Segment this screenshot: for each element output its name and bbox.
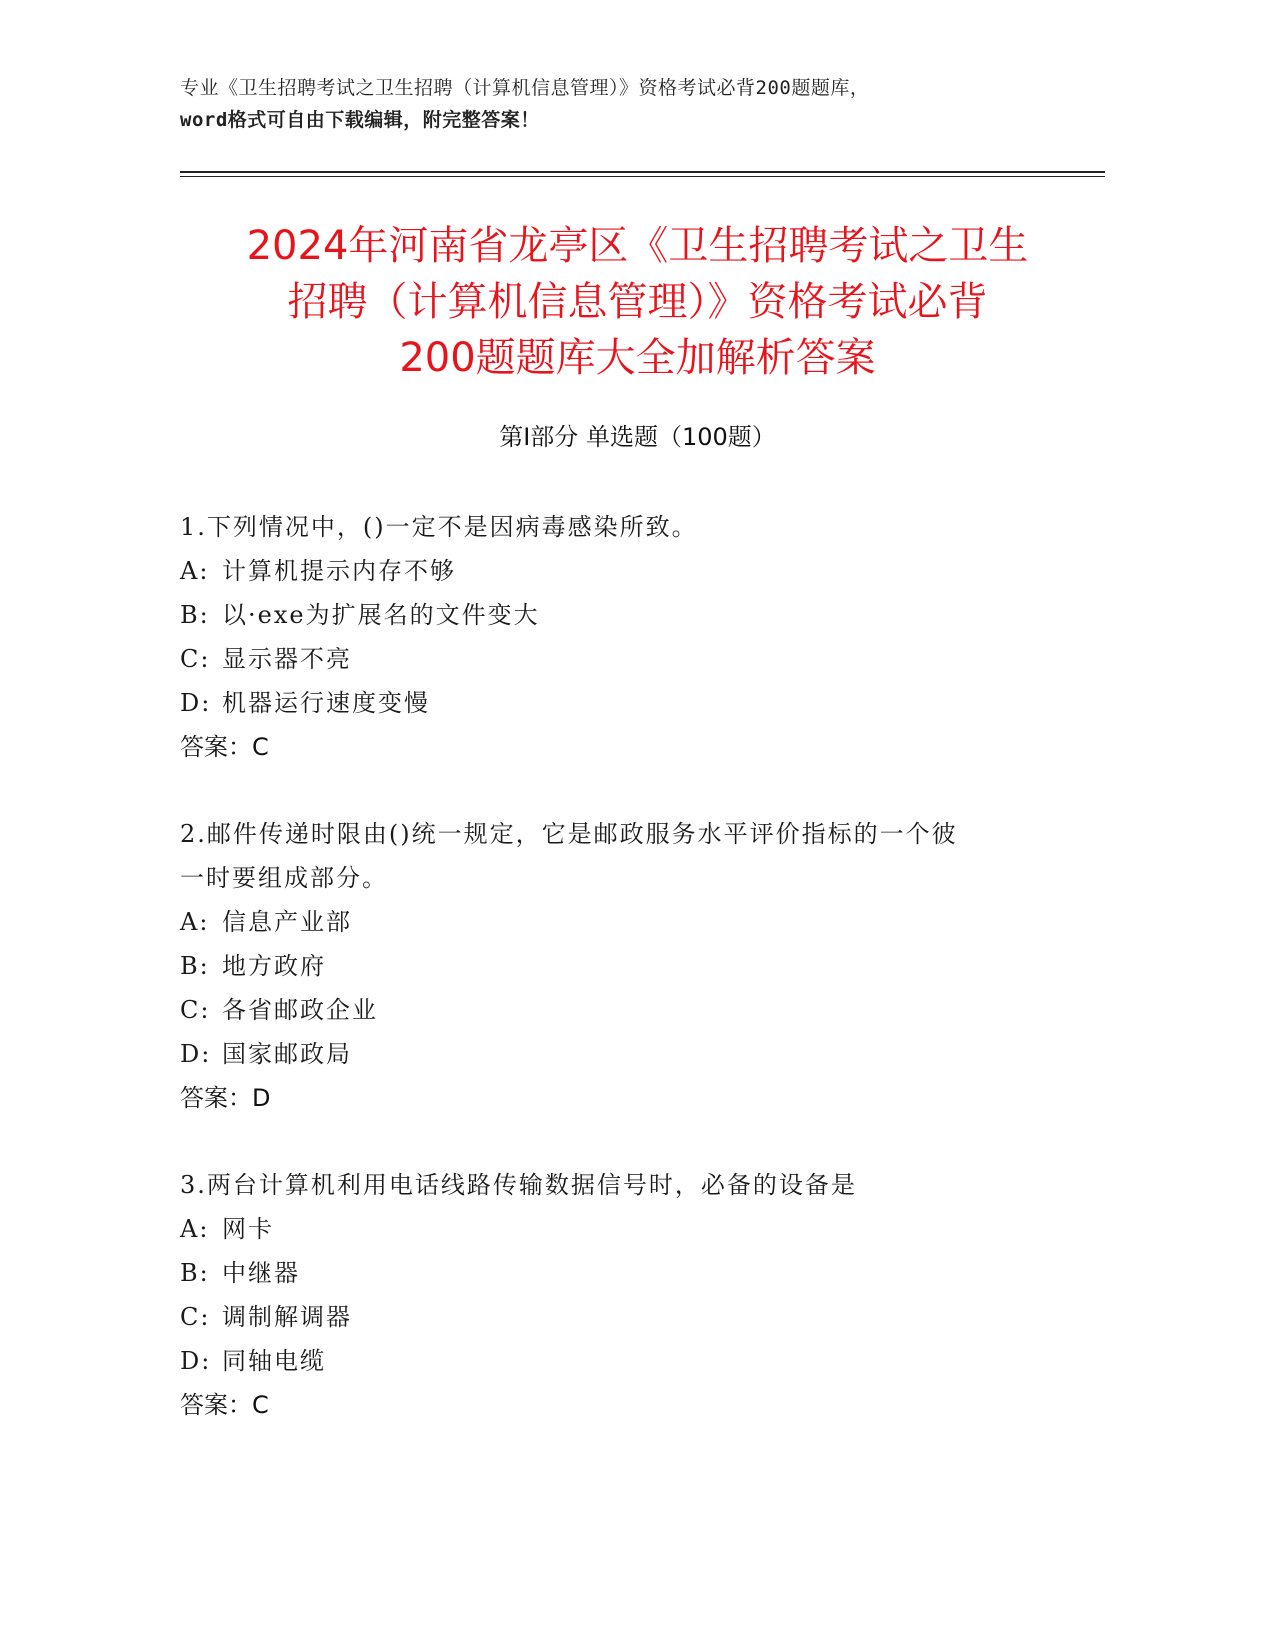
header-rule-thick xyxy=(180,171,1105,173)
option-b xyxy=(180,593,1080,637)
option-a xyxy=(180,1207,1080,1251)
option-text: 各省邮政企业 xyxy=(222,996,378,1024)
option-key: C: xyxy=(180,645,211,673)
header-rule-thin xyxy=(180,176,1105,177)
question-3 xyxy=(180,1163,1080,1427)
option-d xyxy=(180,1032,1080,1076)
option-key: A: xyxy=(180,557,210,585)
header-note-line2: word格式可自由下载编辑，附完整答案！ xyxy=(180,109,540,131)
question-stem-continued: 一时要组成部分。 xyxy=(180,864,388,892)
option-text: 机器运行速度变慢 xyxy=(222,689,430,717)
option-text: 显示器不亮 xyxy=(222,645,352,673)
section-heading: 第I部分 单选题（100题） xyxy=(499,423,776,451)
header-note xyxy=(180,72,1100,136)
option-key: D: xyxy=(180,1040,212,1068)
option-c xyxy=(180,988,1080,1032)
option-key: D: xyxy=(180,1347,212,1375)
header-note-line1: 专业《卫生招聘考试之卫生招聘（计算机信息管理）》资格考试必背200题题库， xyxy=(180,77,870,99)
question-stem: 3.两台计算机利用电话线路传输数据信号时，必备的设备是 xyxy=(180,1171,857,1199)
option-key: B: xyxy=(180,1259,210,1287)
option-text: 调制解调器 xyxy=(222,1303,352,1331)
question-stem: 1.下列情况中，()一定不是因病毒感染所致。 xyxy=(180,513,698,541)
option-text: 中继器 xyxy=(222,1259,300,1287)
option-key: C: xyxy=(180,996,211,1024)
option-key: A: xyxy=(180,1215,210,1243)
option-text: 地方政府 xyxy=(222,952,326,980)
title-line1: 2024年河南省龙亭区《卫生招聘考试之卫生 xyxy=(246,223,1029,269)
title-line2: 招聘（计算机信息管理）》资格考试必背 xyxy=(287,279,988,325)
question-1 xyxy=(180,505,1080,769)
option-b xyxy=(180,944,1080,988)
option-key: B: xyxy=(180,601,210,629)
option-text: 同轴电缆 xyxy=(222,1347,326,1375)
option-key: D: xyxy=(180,689,212,717)
answer-line: 答案：C xyxy=(180,1391,269,1419)
option-a xyxy=(180,900,1080,944)
option-c xyxy=(180,637,1080,681)
option-key: A: xyxy=(180,908,210,936)
option-text: 网卡 xyxy=(222,1215,274,1243)
option-text: 计算机提示内存不够 xyxy=(222,557,456,585)
question-2 xyxy=(180,812,1080,1120)
option-text: 国家邮政局 xyxy=(222,1040,352,1068)
option-d xyxy=(180,681,1080,725)
question-stem: 2.邮件传递时限由()统一规定，它是邮政服务水平评价指标的一个彼 xyxy=(180,820,958,848)
question-list xyxy=(180,505,1080,1470)
answer-line: 答案：D xyxy=(180,1084,271,1112)
option-d xyxy=(180,1339,1080,1383)
option-text: 信息产业部 xyxy=(222,908,352,936)
option-b xyxy=(180,1251,1080,1295)
answer-line: 答案：C xyxy=(180,733,269,761)
title-line3: 200题题库大全加解析答案 xyxy=(399,335,876,381)
document-title xyxy=(150,218,1125,386)
option-key: C: xyxy=(180,1303,211,1331)
option-key: B: xyxy=(180,952,210,980)
option-a xyxy=(180,549,1080,593)
option-c xyxy=(180,1295,1080,1339)
option-text: 以·exe为扩展名的文件变大 xyxy=(222,601,540,629)
